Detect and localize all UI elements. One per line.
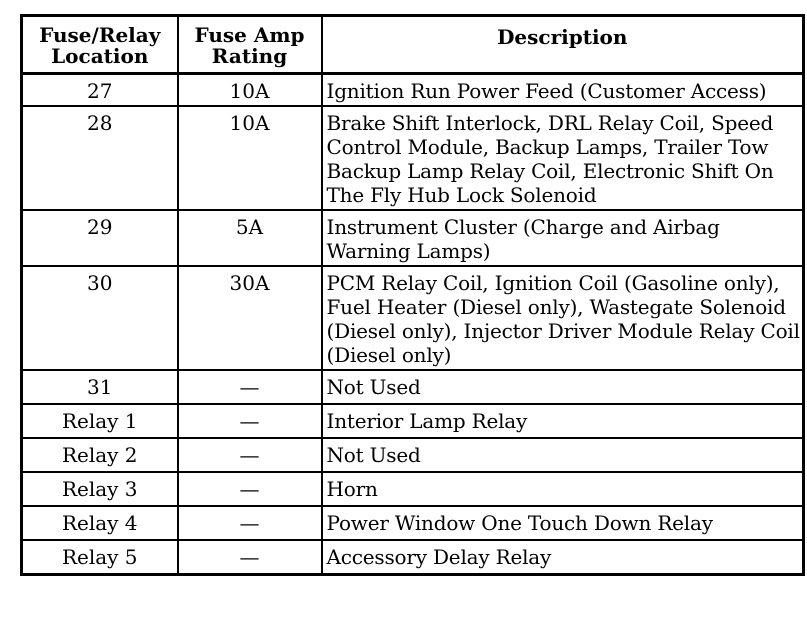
cell-location: 27: [22, 74, 178, 107]
cell-description: Instrument Cluster (Charge and Airbag Warning Lamps): [322, 210, 804, 266]
cell-location: Relay 1: [22, 404, 178, 438]
cell-description: Horn: [322, 472, 804, 506]
cell-amp: —: [178, 404, 322, 438]
table-row: [22, 404, 804, 438]
cell-location: 28: [22, 106, 178, 210]
cell-amp: —: [178, 472, 322, 506]
cell-description: Interior Lamp Relay: [322, 404, 804, 438]
cell-description: Power Window One Touch Down Relay: [322, 506, 804, 540]
table-row: [22, 266, 804, 370]
cell-location: Relay 5: [22, 540, 178, 575]
cell-amp: 30A: [178, 266, 322, 370]
cell-amp: —: [178, 506, 322, 540]
cell-location: 29: [22, 210, 178, 266]
cell-location: Relay 3: [22, 472, 178, 506]
cell-location: Relay 4: [22, 506, 178, 540]
cell-location: 31: [22, 370, 178, 404]
table-row: [22, 506, 804, 540]
header-amp-rating: Fuse Amp Rating: [178, 16, 322, 74]
table-header-row: [22, 16, 804, 74]
cell-location: Relay 2: [22, 438, 178, 472]
table-row: [22, 540, 804, 575]
cell-description: Not Used: [322, 438, 804, 472]
cell-description: Brake Shift Interlock, DRL Relay Coil, Speed Control Module, Backup Lamps, Trailer Tow Backup Lamp Relay Coil, Electronic Shift On The Fly Hub Lock Solenoid: [322, 106, 804, 210]
cell-description: Accessory Delay Relay: [322, 540, 804, 575]
cell-amp: 10A: [178, 106, 322, 210]
cell-description: PCM Relay Coil, Ignition Coil (Gasoline only), Fuel Heater (Diesel only), Wastegate Solenoid (Diesel only), Injector Driver Module Relay Coil (Diesel only): [322, 266, 804, 370]
table-row: [22, 370, 804, 404]
table-row: [22, 74, 804, 107]
cell-description: Ignition Run Power Feed (Customer Access): [322, 74, 804, 107]
table-row: [22, 210, 804, 266]
cell-amp: 5A: [178, 210, 322, 266]
table-row: [22, 472, 804, 506]
cell-location: 30: [22, 266, 178, 370]
table-row: [22, 106, 804, 210]
header-location: Fuse/Relay Location: [22, 16, 178, 74]
cell-amp: —: [178, 540, 322, 575]
cell-amp: 10A: [178, 74, 322, 107]
cell-amp: —: [178, 438, 322, 472]
table-row: [22, 438, 804, 472]
cell-description: Not Used: [322, 370, 804, 404]
cell-amp: —: [178, 370, 322, 404]
fuse-relay-table: [20, 14, 805, 576]
header-description: Description: [322, 16, 804, 74]
